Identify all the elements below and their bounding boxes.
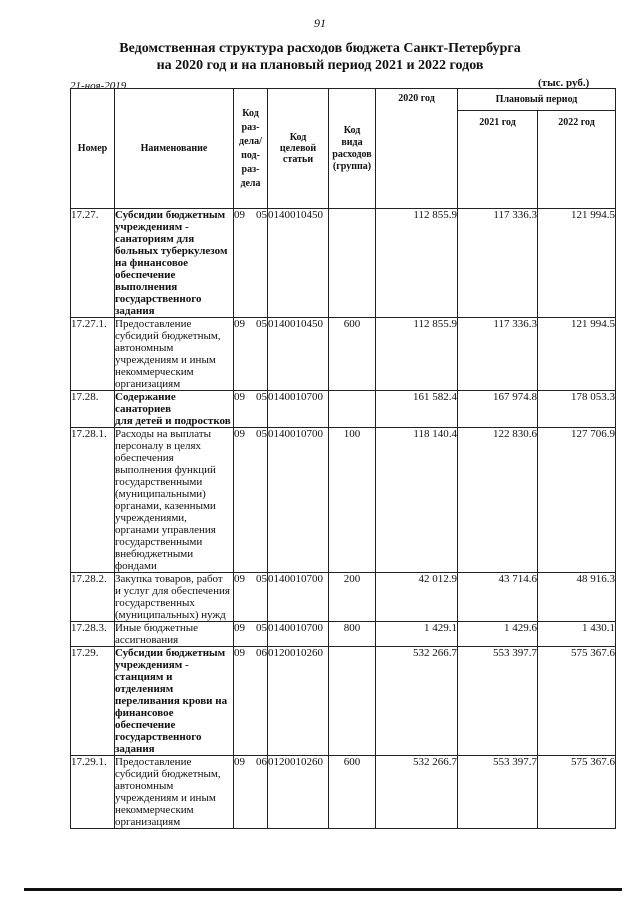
row-name-line: станциям и отделениям [115, 671, 174, 695]
header-section-line: раз- [241, 121, 260, 133]
table-row [71, 209, 616, 318]
title-line-2: на 2020 год и на плановый период 2021 и 2022 годов [156, 58, 484, 73]
header-target-line: целевой [279, 143, 317, 154]
row-amount-2021: 117 336.3 [458, 318, 538, 391]
header-section-line: Код [242, 107, 259, 119]
header-type-line: Код [343, 124, 361, 136]
row-amount-2022: 575 367.6 [538, 756, 616, 829]
bottom-rule [24, 888, 622, 891]
header-2022: 2022 год [538, 111, 616, 209]
row-name-line: обеспечения [115, 452, 174, 464]
header-type-line: (группа) [332, 160, 372, 172]
header-target-code [268, 89, 329, 209]
row-name-line: выполнения функций [115, 464, 216, 476]
row-name-line: Предоставление [115, 318, 192, 330]
row-name [115, 647, 234, 756]
row-subsection: 05 [256, 573, 267, 585]
row-name-line: государственными [115, 536, 203, 548]
row-amount-2022: 1 430.1 [538, 622, 616, 647]
row-amount-2020: 532 266.7 [376, 647, 458, 756]
row-name [115, 391, 234, 428]
row-expense-type [329, 391, 376, 428]
row-name-line: Иные бюджетные [115, 622, 199, 634]
title-line-1: Ведомственная структура расходов бюджета Санкт-Петербурга [119, 41, 521, 56]
row-target-code: 0140010700 [268, 428, 329, 573]
page-number: 91 [314, 16, 326, 30]
row-name-line: субсидий бюджетным, [115, 768, 221, 780]
row-name-line: финансовое [115, 707, 174, 719]
header-section-code [234, 89, 268, 209]
row-name-line: (муниципальных) нужд [115, 609, 226, 621]
row-amount-2020: 532 266.7 [376, 756, 458, 829]
row-amount-2022: 575 367.6 [538, 647, 616, 756]
row-name [115, 209, 234, 318]
row-target-code: 0140010450 [268, 318, 329, 391]
row-name-line: организациям [115, 816, 181, 828]
row-section-code [234, 428, 268, 573]
row-number: 17.27. [71, 209, 115, 318]
row-subsection: 05 [256, 428, 267, 440]
row-number: 17.29.1. [71, 756, 115, 829]
row-name-line: автономным [115, 780, 174, 792]
header-2020: 2020 год [376, 89, 458, 209]
row-amount-2022: 127 706.9 [538, 428, 616, 573]
row-amount-2022: 121 994.5 [538, 318, 616, 391]
row-name-line: и услуг для обеспечения [115, 585, 230, 597]
row-section: 09 [234, 622, 245, 634]
row-target-code: 0120010260 [268, 756, 329, 829]
row-target-code: 0120010260 [268, 647, 329, 756]
row-target-code: 0140010700 [268, 622, 329, 647]
document-date: 21-ноя-2019 [70, 80, 127, 92]
row-target-code: 0140010450 [268, 209, 329, 318]
row-name-line: учреждениям и иным [115, 792, 216, 804]
row-target-code: 0140010700 [268, 573, 329, 622]
row-name-line: учреждениям и иным [115, 354, 216, 366]
header-name: Наименование [115, 89, 234, 209]
table-row [71, 428, 616, 573]
row-subsection: 05 [256, 391, 267, 403]
row-section: 09 [234, 391, 245, 403]
header-section-line: раз- [241, 163, 260, 175]
row-name-line: обеспечение [115, 719, 176, 731]
row-amount-2020: 161 582.4 [376, 391, 458, 428]
row-amount-2022: 178 053.3 [538, 391, 616, 428]
row-name-line: фондами [115, 560, 157, 572]
row-name-line: Субсидии бюджетным [115, 209, 226, 221]
header-type-line: вида [341, 136, 363, 148]
row-subsection: 05 [256, 622, 267, 634]
row-name-line: переливания крови на [115, 695, 228, 707]
row-expense-type: 600 [329, 318, 376, 391]
row-name-line: Расходы на выплаты [115, 428, 212, 440]
row-expense-type: 100 [329, 428, 376, 573]
row-amount-2022: 121 994.5 [538, 209, 616, 318]
row-name [115, 428, 234, 573]
row-expense-type: 600 [329, 756, 376, 829]
row-amount-2021: 553 397.7 [458, 756, 538, 829]
row-amount-2020: 112 855.9 [376, 209, 458, 318]
row-name-line: субсидий бюджетным, [115, 330, 221, 342]
row-name-line: учреждениями, [115, 512, 187, 524]
row-section-code [234, 573, 268, 622]
row-name-line: учреждениям - [115, 659, 189, 671]
header-section-line: под- [241, 149, 260, 161]
budget-table [70, 88, 616, 829]
row-section: 09 [234, 209, 245, 221]
row-name [115, 318, 234, 391]
row-number: 17.28.1. [71, 428, 115, 573]
table-row [71, 318, 616, 391]
table-row [71, 756, 616, 829]
row-name-line: задания [115, 743, 155, 755]
row-number: 17.28.3. [71, 622, 115, 647]
table-row [71, 622, 616, 647]
header-target-line: статьи [282, 154, 314, 165]
header-target-line: Код [289, 132, 307, 143]
row-name-line: персоналу в целях [115, 440, 202, 452]
row-name-line: больных туберкулезом [115, 245, 228, 257]
row-name-line: организациям [115, 378, 181, 390]
row-name-line: учреждениям - [115, 221, 189, 233]
row-amount-2020: 118 140.4 [376, 428, 458, 573]
row-expense-type: 200 [329, 573, 376, 622]
row-name-line: Предоставление [115, 756, 192, 768]
header-section-line: дела [240, 177, 261, 189]
row-amount-2022: 48 916.3 [538, 573, 616, 622]
row-name-line: ассигнования [115, 634, 179, 646]
header-section-line: дела/ [239, 135, 262, 147]
row-target-code: 0140010700 [268, 391, 329, 428]
row-name-line: задания [115, 305, 155, 317]
header-expense-type [329, 89, 376, 209]
row-name-line: внебюджетными [115, 548, 194, 560]
row-section-code [234, 647, 268, 756]
row-name-line: государственных [115, 597, 195, 609]
row-amount-2021: 43 714.6 [458, 573, 538, 622]
row-subsection: 05 [256, 209, 267, 221]
units-label: (тыс. руб.) [538, 77, 590, 89]
row-number: 17.29. [71, 647, 115, 756]
row-expense-type: 800 [329, 622, 376, 647]
row-amount-2020: 1 429.1 [376, 622, 458, 647]
row-section: 09 [234, 428, 245, 440]
row-amount-2021: 553 397.7 [458, 647, 538, 756]
row-amount-2020: 112 855.9 [376, 318, 458, 391]
table-row [71, 391, 616, 428]
row-section-code [234, 622, 268, 647]
row-subsection: 06 [256, 647, 267, 659]
row-section-code [234, 209, 268, 318]
row-section-code [234, 756, 268, 829]
row-section: 09 [234, 318, 245, 330]
row-section-code [234, 318, 268, 391]
row-name-line: органами, казенными [115, 500, 216, 512]
header-type-line: расходов [332, 148, 372, 160]
row-amount-2021: 122 830.6 [458, 428, 538, 573]
row-name-line: автономным [115, 342, 174, 354]
row-amount-2020: 42 012.9 [376, 573, 458, 622]
header-planned-period: Плановый период [458, 89, 616, 111]
row-name-line: выполнения [115, 281, 178, 293]
row-name-line: (муниципальными) [115, 488, 206, 500]
row-section: 09 [234, 647, 245, 659]
row-amount-2021: 1 429.6 [458, 622, 538, 647]
row-name-line: Закупка товаров, работ [115, 573, 223, 585]
row-name-line: государственного [115, 731, 202, 743]
table-row [71, 647, 616, 756]
row-name-line: для детей и подростков [115, 415, 231, 427]
row-name-line: Субсидии бюджетным [115, 647, 226, 659]
row-name-line: Содержание санаториев [115, 391, 176, 415]
row-name-line: государственного [115, 293, 202, 305]
row-name [115, 573, 234, 622]
row-expense-type [329, 647, 376, 756]
header-2021: 2021 год [458, 111, 538, 209]
row-section-code [234, 391, 268, 428]
row-subsection: 05 [256, 318, 267, 330]
row-section: 09 [234, 756, 245, 768]
row-amount-2021: 167 974.8 [458, 391, 538, 428]
row-name [115, 622, 234, 647]
row-name-line: на финансовое [115, 257, 189, 269]
document-title [0, 40, 640, 74]
row-number: 17.28.2. [71, 573, 115, 622]
row-name-line: органами управления [115, 524, 216, 536]
row-name-line: санаториям для [115, 233, 195, 245]
row-section: 09 [234, 573, 245, 585]
row-name-line: некоммерческим [115, 366, 194, 378]
row-name-line: некоммерческим [115, 804, 194, 816]
table-row [71, 573, 616, 622]
row-name-line: государственными [115, 476, 203, 488]
row-expense-type [329, 209, 376, 318]
row-subsection: 06 [256, 756, 267, 768]
header-number: Номер [71, 89, 115, 209]
row-number: 17.27.1. [71, 318, 115, 391]
row-number: 17.28. [71, 391, 115, 428]
row-name-line: обеспечение [115, 269, 176, 281]
row-amount-2021: 117 336.3 [458, 209, 538, 318]
row-name [115, 756, 234, 829]
